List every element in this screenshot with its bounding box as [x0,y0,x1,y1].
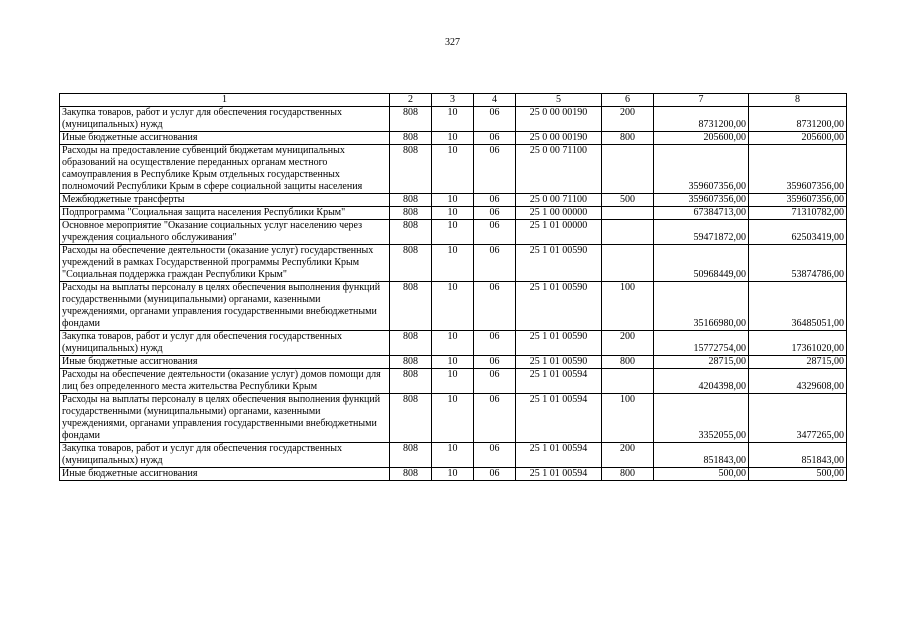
subsection-code-cell: 06 [474,107,516,132]
table-row [60,132,847,145]
target-article-cell: 25 1 01 00590 [516,356,602,369]
target-article-cell: 25 0 00 00190 [516,132,602,145]
ministry-code-cell: 808 [390,207,432,220]
subsection-code-cell: 06 [474,220,516,245]
page-number: 327 [445,37,460,48]
table-row [60,107,847,132]
section-code-cell: 10 [432,468,474,481]
subsection-code-cell: 06 [474,245,516,282]
section-code-cell: 10 [432,443,474,468]
header-col-1: 1 [60,94,390,107]
amount-year2-cell: 62503419,00 [749,220,847,245]
header-col-4: 4 [474,94,516,107]
amount-year1-cell: 67384713,00 [654,207,749,220]
row-name-cell: Основное мероприятие "Оказание социальных услуг населению через учреждения социального обслуживания" [60,220,390,245]
amount-year2-cell: 28715,00 [749,356,847,369]
ministry-code-cell: 808 [390,468,432,481]
amount-year2-cell: 4329608,00 [749,369,847,394]
ministry-code-cell: 808 [390,107,432,132]
amount-year2-cell: 851843,00 [749,443,847,468]
section-code-cell: 10 [432,331,474,356]
target-article-cell: 25 1 01 00594 [516,468,602,481]
amount-year2-cell: 71310782,00 [749,207,847,220]
subsection-code-cell: 06 [474,394,516,443]
subsection-code-cell: 06 [474,132,516,145]
amount-year2-cell: 53874786,00 [749,245,847,282]
amount-year1-cell: 35166980,00 [654,282,749,331]
amount-year1-cell: 15772754,00 [654,331,749,356]
amount-year2-cell: 500,00 [749,468,847,481]
table-row [60,145,847,194]
subsection-code-cell: 06 [474,194,516,207]
ministry-code-cell: 808 [390,245,432,282]
section-code-cell: 10 [432,245,474,282]
row-name-cell: Расходы на обеспечение деятельности (оказание услуг) государственных учреждений в рамках Государственной программы Республики Крым "Социальная поддержка граждан Республики Крым" [60,245,390,282]
row-name-cell: Закупка товаров, работ и услуг для обеспечения государственных (муниципальных) нужд [60,107,390,132]
amount-year1-cell: 4204398,00 [654,369,749,394]
row-name-cell: Расходы на предоставление субвенций бюджетам муниципальных образований на осуществление переданных органам местного самоуправления в Республике Крым отдельных государственных полномочий Республики Крым в сфере социальной защиты населения [60,145,390,194]
ministry-code-cell: 808 [390,282,432,331]
header-col-7: 7 [654,94,749,107]
section-code-cell: 10 [432,369,474,394]
row-name-cell: Иные бюджетные ассигнования [60,132,390,145]
expense-type-cell: 100 [602,282,654,331]
row-name-cell: Подпрограмма "Социальная защита населения Республики Крым" [60,207,390,220]
expense-type-cell: 800 [602,132,654,145]
target-article-cell: 25 1 01 00594 [516,369,602,394]
table-row [60,369,847,394]
target-article-cell: 25 0 00 71100 [516,194,602,207]
amount-year1-cell: 205600,00 [654,132,749,145]
header-col-3: 3 [432,94,474,107]
section-code-cell: 10 [432,220,474,245]
amount-year2-cell: 205600,00 [749,132,847,145]
table-row [60,394,847,443]
expense-type-cell [602,145,654,194]
ministry-code-cell: 808 [390,394,432,443]
subsection-code-cell: 06 [474,145,516,194]
expense-type-cell [602,369,654,394]
table-row [60,207,847,220]
target-article-cell: 25 0 00 00190 [516,107,602,132]
target-article-cell: 25 1 01 00590 [516,282,602,331]
amount-year2-cell: 8731200,00 [749,107,847,132]
table-row [60,443,847,468]
target-article-cell: 25 1 01 00590 [516,331,602,356]
expense-type-cell [602,245,654,282]
expense-type-cell: 800 [602,468,654,481]
ministry-code-cell: 808 [390,443,432,468]
expense-type-cell [602,220,654,245]
amount-year1-cell: 500,00 [654,468,749,481]
amount-year1-cell: 59471872,00 [654,220,749,245]
table-row [60,282,847,331]
ministry-code-cell: 808 [390,220,432,245]
target-article-cell: 25 1 01 00594 [516,443,602,468]
amount-year1-cell: 50968449,00 [654,245,749,282]
amount-year2-cell: 359607356,00 [749,145,847,194]
amount-year2-cell: 17361020,00 [749,331,847,356]
header-col-8: 8 [749,94,847,107]
amount-year2-cell: 3477265,00 [749,394,847,443]
row-name-cell: Закупка товаров, работ и услуг для обеспечения государственных (муниципальных) нужд [60,443,390,468]
table-row [60,245,847,282]
row-name-cell: Расходы на выплаты персоналу в целях обеспечения выполнения функций государственными (муниципальными) органами, казенными учреждениями, органами управления государственными внебюджетными фондами [60,394,390,443]
expense-type-cell: 800 [602,356,654,369]
section-code-cell: 10 [432,145,474,194]
table-row [60,220,847,245]
expense-type-cell [602,207,654,220]
expense-type-cell: 200 [602,331,654,356]
subsection-code-cell: 06 [474,331,516,356]
table-row [60,331,847,356]
header-col-2: 2 [390,94,432,107]
row-name-cell: Расходы на выплаты персоналу в целях обеспечения выполнения функций государственными (муниципальными) органами, казенными учреждениями, органами управления государственными внебюджетными фондами [60,282,390,331]
table-row [60,194,847,207]
subsection-code-cell: 06 [474,207,516,220]
amount-year1-cell: 359607356,00 [654,194,749,207]
subsection-code-cell: 06 [474,356,516,369]
amount-year1-cell: 851843,00 [654,443,749,468]
row-name-cell: Иные бюджетные ассигнования [60,468,390,481]
expense-type-cell: 500 [602,194,654,207]
subsection-code-cell: 06 [474,282,516,331]
ministry-code-cell: 808 [390,194,432,207]
section-code-cell: 10 [432,394,474,443]
ministry-code-cell: 808 [390,356,432,369]
amount-year2-cell: 36485051,00 [749,282,847,331]
section-code-cell: 10 [432,132,474,145]
target-article-cell: 25 1 00 00000 [516,207,602,220]
table-row [60,356,847,369]
ministry-code-cell: 808 [390,369,432,394]
subsection-code-cell: 06 [474,468,516,481]
section-code-cell: 10 [432,356,474,369]
amount-year1-cell: 8731200,00 [654,107,749,132]
row-name-cell: Расходы на обеспечение деятельности (оказание услуг) домов помощи для лиц без определенного места жительства Республики Крым [60,369,390,394]
ministry-code-cell: 808 [390,331,432,356]
section-code-cell: 10 [432,282,474,331]
ministry-code-cell: 808 [390,145,432,194]
budget-table [59,93,847,481]
amount-year2-cell: 359607356,00 [749,194,847,207]
row-name-cell: Межбюджетные трансферты [60,194,390,207]
header-col-6: 6 [602,94,654,107]
table-header-row [60,94,847,107]
expense-type-cell: 200 [602,107,654,132]
header-col-5: 5 [516,94,602,107]
section-code-cell: 10 [432,194,474,207]
target-article-cell: 25 1 01 00000 [516,220,602,245]
expense-type-cell: 100 [602,394,654,443]
section-code-cell: 10 [432,207,474,220]
table-row [60,468,847,481]
section-code-cell: 10 [432,107,474,132]
row-name-cell: Закупка товаров, работ и услуг для обеспечения государственных (муниципальных) нужд [60,331,390,356]
subsection-code-cell: 06 [474,369,516,394]
target-article-cell: 25 1 01 00594 [516,394,602,443]
subsection-code-cell: 06 [474,443,516,468]
target-article-cell: 25 1 01 00590 [516,245,602,282]
row-name-cell: Иные бюджетные ассигнования [60,356,390,369]
amount-year1-cell: 359607356,00 [654,145,749,194]
target-article-cell: 25 0 00 71100 [516,145,602,194]
expense-type-cell: 200 [602,443,654,468]
amount-year1-cell: 3352055,00 [654,394,749,443]
amount-year1-cell: 28715,00 [654,356,749,369]
ministry-code-cell: 808 [390,132,432,145]
